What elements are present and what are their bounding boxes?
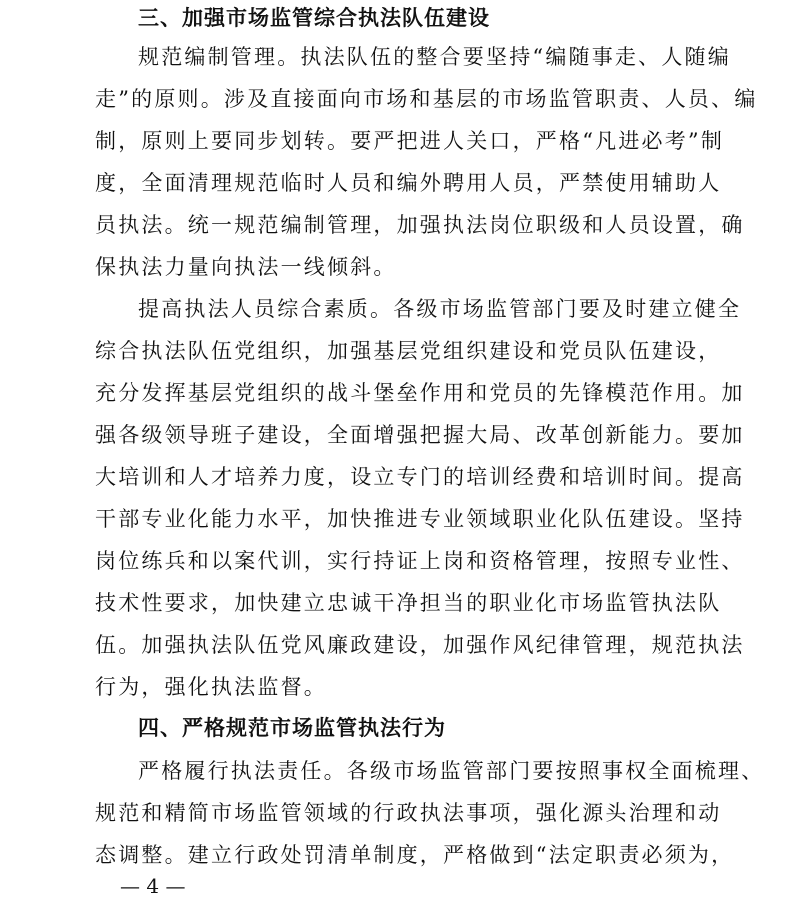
paragraph-line: 技术性要求，加快建立忠诚干净担当的职业化市场监管执法队: [95, 591, 722, 615]
paragraph-line: 伍。加强执法队伍党风廉政建设，加强作风纪律管理，规范执法: [95, 633, 745, 657]
paragraph-line: 规范编制管理。执法队伍的整合要坚持“编随事走、人随编: [138, 45, 731, 69]
paragraph-line: 行为，强化执法监督。: [95, 675, 327, 699]
paragraph-line: 岗位练兵和以案代训，实行持证上岗和资格管理，按照专业性、: [95, 549, 745, 573]
paragraph-line: 提高执法人员综合素质。各级市场监管部门要及时建立健全: [138, 297, 742, 321]
paragraph-line: 制，原则上要同步划转。要严把进人关口，严格“凡进必考”制: [95, 129, 725, 153]
paragraph-line: 度，全面清理规范临时人员和编外聘用人员，严禁使用辅助人: [95, 171, 722, 195]
section-3-heading: 三、加强市场监管综合执法队伍建设: [138, 6, 490, 30]
paragraph-line: 严格履行执法责任。各级市场监管部门要按照事权全面梳理、: [138, 759, 765, 783]
paragraph-line: 员执法。统一规范编制管理，加强执法岗位职级和人员设置，确: [95, 213, 745, 237]
paragraph-line: 大培训和人才培养力度，设立专门的培训经费和培训时间。提高: [95, 465, 745, 489]
page-number: — 4 —: [120, 874, 186, 898]
paragraph-line: 保执法力量向执法一线倾斜。: [95, 255, 397, 279]
paragraph-line: 态调整。建立行政处罚清单制度，严格做到“法定职责必须为，: [95, 843, 735, 867]
paragraph-line: 走”的原则。涉及直接面向市场和基层的市场监管职责、人员、编: [95, 87, 758, 111]
section-4-heading: 四、严格规范市场监管执法行为: [138, 716, 446, 740]
paragraph-line: 干部专业化能力水平，加快推进专业领域职业化队伍建设。坚持: [95, 507, 745, 531]
paragraph-line: 强各级领导班子建设，全面增强把握大局、改革创新能力。要加: [95, 423, 745, 447]
paragraph-line: 规范和精简市场监管领域的行政执法事项，强化源头治理和动: [95, 801, 722, 825]
paragraph-line: 充分发挥基层党组织的战斗堡垒作用和党员的先锋模范作用。加: [95, 381, 745, 405]
paragraph-line: 综合执法队伍党组织，加强基层党组织建设和党员队伍建设，: [95, 339, 722, 363]
